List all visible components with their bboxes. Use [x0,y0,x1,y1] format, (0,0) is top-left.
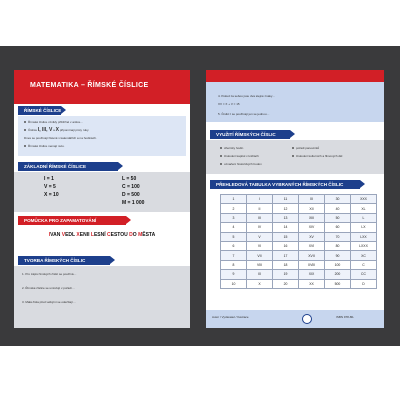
left-sheet [14,70,190,328]
table-cell: 30 [325,195,351,204]
table-cell: 7 [221,251,247,260]
table-cell: V [247,232,273,241]
numeral-c: C = 100 [122,184,140,190]
numeral-i: I = 1 [44,176,54,182]
basic-col-1 [44,175,59,199]
table-row [221,279,377,288]
use-5: označení historických budov [220,162,262,166]
table-cell: XIV [299,223,325,232]
table-cell: 12 [273,204,299,213]
publisher-logo [302,314,312,324]
table-cell: 200 [325,270,351,279]
table-cell: LXXX [351,241,377,250]
table-cell: 1 [221,195,247,204]
intro-line-3: Dnes se používají hlavně v kalendářích a na hodinách. [24,136,97,140]
use-3: číslování kapitol v knihách [220,154,259,158]
intro-line-2: Číslice I, III, V a X připomínají prsty ruky. [24,128,89,132]
table-cell: 19 [273,270,299,279]
table-cell: CC [351,270,377,279]
table-cell: 40 [325,204,351,213]
table-cell: 14 [273,223,299,232]
tvorba-band [14,266,190,328]
table-cell: III [247,213,273,222]
table-cell: XIX [299,270,325,279]
table-cell: XI [299,195,325,204]
numeral-l: L = 50 [122,176,137,182]
table-cell: XVII [299,251,325,260]
table-row [221,204,377,213]
table-cell: 100 [325,260,351,269]
table-row [221,260,377,269]
intro-line-1: Římské číslice vznikly přibližně v antice… [24,120,83,124]
table-cell: 50 [325,213,351,222]
table-cell: 15 [273,232,299,241]
table-cell: 70 [325,232,351,241]
table-cell: XIII [299,213,325,222]
basic-col-2 [122,175,144,207]
section-zakladni: ZÁKLADNÍ ŘÍMSKÉ ČÍSLICE [18,162,118,171]
table-cell: 80 [325,241,351,250]
table-cell: VIII [247,260,273,269]
table-cell: VI [247,241,273,250]
page-title: MATEMATIKA – ŘÍMSKÉ ČÍSLICE [30,82,149,89]
table-cell: D [351,279,377,288]
table-cell: XL [351,204,377,213]
right-note-1: 4. Pokud za sebou jsou dva stejné znaky… [218,94,276,98]
table-row [221,251,377,260]
numeral-x: X = 10 [44,192,59,198]
table-cell: LX [351,223,377,232]
table-row [221,241,377,250]
mnemonic-sentence: IVAN VEDL XENII LESNÍ CESTOU DO MĚSTA [48,232,156,238]
table-cell: II [247,204,273,213]
table-cell: 13 [273,213,299,222]
table-row [221,270,377,279]
table-cell: XX [299,279,325,288]
rule-2: 2. Římské číslice se umisťují v pořadí… [22,286,75,290]
top-blue-panel [206,82,384,122]
numeral-m: M = 1 000 [122,200,145,206]
table-cell: 18 [273,260,299,269]
intro-line-4: Římské číslice nemají nulu. [24,144,65,148]
isbn-text: ISBN 978-80- [336,315,355,319]
basic-numerals-band [14,172,190,212]
table-row [221,213,377,222]
numeral-d: D = 500 [122,192,140,198]
table-cell: VII [247,251,273,260]
table-cell: 20 [273,279,299,288]
intro-panel [18,116,186,156]
table-cell: IV [247,223,273,232]
section-pomucka: POMŮCKA PRO ZAPAMATOVÁNÍ [18,216,126,225]
table-row [221,195,377,204]
use-4: číslování kulturních a filmových děl [292,154,342,158]
right-note-3: 5. Číslici I se používají jen se jednou… [218,112,270,116]
table-cell: 10 [221,279,247,288]
table-cell: XVI [299,241,325,250]
table-cell: 17 [273,251,299,260]
vyuziti-band [206,140,384,174]
table-cell: 3 [221,213,247,222]
table-cell: 2 [221,204,247,213]
rule-3: 3. Malá čísla před velkými se odečítají… [22,300,76,304]
table-cell: XV [299,232,325,241]
table-cell: 90 [325,251,351,260]
table-cell: I [247,195,273,204]
table-cell: X [247,279,273,288]
table-cell: IX [247,270,273,279]
use-1: ciferníky hodin [220,146,243,150]
section-tvorba: TVORBA ŘÍMSKÝCH ČÍSLIC [18,256,110,265]
table-cell: 16 [273,241,299,250]
table-cell: 9 [221,270,247,279]
use-2: pořadí panovníků [292,146,319,150]
table-cell: 6 [221,241,247,250]
table-cell: 11 [273,195,299,204]
title-band [14,70,190,104]
table-row [221,232,377,241]
footer-text: Autor / Vydavatel / Ilustrace [212,315,249,319]
footer [206,310,384,328]
right-sheet [206,70,384,328]
table-cell: XC [351,251,377,260]
section-vyuziti: VYUŽITÍ ŘÍMSKÝCH ČÍSLIC [210,130,290,139]
table-cell: L [351,213,377,222]
table-cell: 5 [221,232,247,241]
table-cell: C [351,260,377,269]
table-cell: 8 [221,260,247,269]
table-cell: 60 [325,223,351,232]
table-cell: XVIII [299,260,325,269]
section-rimske-cislice: ŘÍMSKÉ ČÍSLICE [18,106,61,115]
table-cell: 500 [325,279,351,288]
table-cell: 4 [221,223,247,232]
roman-numeral-table [220,194,377,289]
numeral-v: V = 5 [44,184,56,190]
right-note-2: XV = X + V = 15 [218,102,240,106]
rule-1: 1. Pro zápis římských číslic se používá… [22,272,77,276]
table-cell: XXX [351,195,377,204]
table-cell: XII [299,204,325,213]
section-tabulka: PŘEHLEDOVÁ TABULKA VYBRANÝCH ŘÍMSKÝCH ČÍSLIC [210,180,360,189]
table-cell: LXX [351,232,377,241]
top-red-band [206,70,384,82]
table-row [221,223,377,232]
